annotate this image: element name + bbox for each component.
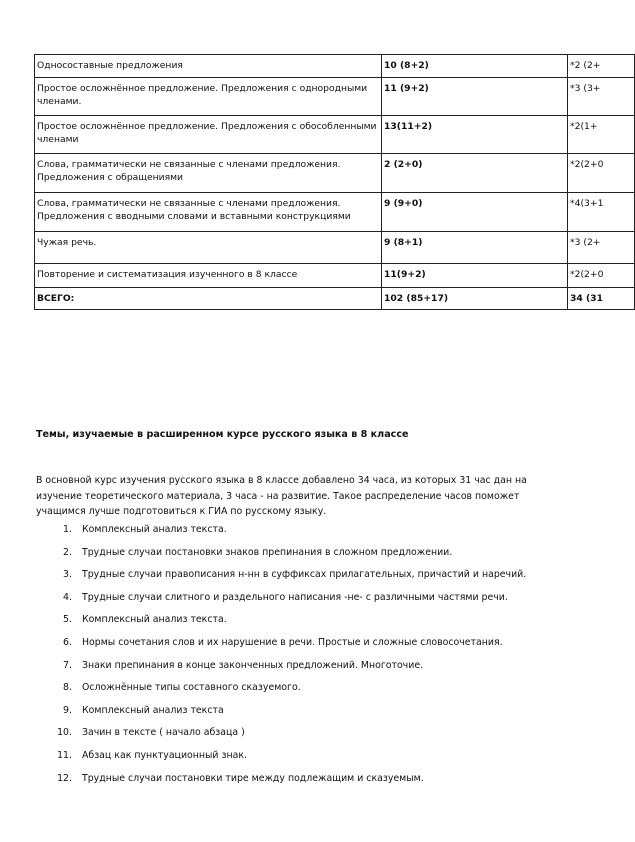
item-number: 8. xyxy=(63,682,72,694)
list-item xyxy=(36,660,556,683)
item-text: Осложнённые типы составного сказуемого. xyxy=(82,682,301,694)
topics-list xyxy=(36,524,556,795)
item-text: Зачин в тексте ( начало абзаца ) xyxy=(82,727,245,739)
item-text: Комплексный анализ текста xyxy=(82,704,224,716)
hours-cell: 11 (9+2) xyxy=(382,78,568,116)
item-number: 5. xyxy=(63,614,72,626)
list-item xyxy=(36,750,556,773)
item-number: 1. xyxy=(63,524,72,535)
extra-hours-cell: *4(3+1 xyxy=(568,193,635,232)
item-number: 4. xyxy=(63,591,72,603)
topic-cell: Простое осложнённое предложение. Предложения с однородными членами. xyxy=(35,78,382,116)
table-row xyxy=(35,116,635,154)
total-label-cell: ВСЕГО: xyxy=(35,288,382,310)
list-item xyxy=(36,524,556,547)
item-number: 11. xyxy=(57,749,72,761)
extra-hours-cell: *2(1+ xyxy=(568,116,635,154)
table-row xyxy=(35,193,635,232)
topic-cell: Чужая речь. xyxy=(35,232,382,264)
item-text: Нормы сочетания слов и их нарушение в речи. Простые и сложные словосочетания. xyxy=(82,636,503,648)
table-total-row xyxy=(35,288,635,310)
item-text: Знаки препинания в конце законченных предложений. Многоточие. xyxy=(82,659,424,671)
hours-cell: 2 (2+0) xyxy=(382,154,568,193)
hours-cell: 10 (8+2) xyxy=(382,55,568,78)
topic-cell: Повторение и систематизация изученного в 8 классе xyxy=(35,264,382,288)
list-item xyxy=(36,569,556,592)
item-number: 10. xyxy=(57,727,72,739)
list-item xyxy=(36,614,556,637)
list-item xyxy=(36,547,556,570)
topic-cell: Слова, грамматически не связанные с членами предложения. Предложения с вводными словами и вставными конструкциями xyxy=(35,193,382,232)
item-number: 7. xyxy=(63,659,72,671)
list-item xyxy=(36,592,556,615)
topic-cell: Односоставные предложения xyxy=(35,55,382,78)
item-number: 6. xyxy=(63,636,72,648)
item-text: Трудные случаи слитного и раздельного написания -не- с различными частями речи. xyxy=(82,591,508,603)
total-extra-cell: 34 (31 xyxy=(568,288,635,310)
hours-table xyxy=(34,54,635,310)
table-row xyxy=(35,232,635,264)
extra-hours-cell: *2(2+0 xyxy=(568,264,635,288)
item-number: 12. xyxy=(57,772,72,784)
list-item xyxy=(36,637,556,660)
table-row xyxy=(35,154,635,193)
extra-hours-cell: *2(2+0 xyxy=(568,154,635,193)
table-row xyxy=(35,78,635,116)
item-number: 9. xyxy=(63,704,72,716)
table-row xyxy=(35,264,635,288)
hours-cell: 11(9+2) xyxy=(382,264,568,288)
table-row xyxy=(35,55,635,78)
item-text: Трудные случаи постановки тире между подлежащим и сказуемым. xyxy=(82,772,424,784)
list-item xyxy=(36,705,556,728)
extra-hours-cell: *3 (2+ xyxy=(568,232,635,264)
list-item xyxy=(36,682,556,705)
item-text: Абзац как пунктуационный знак. xyxy=(82,749,248,761)
hours-cell: 9 (9+0) xyxy=(382,193,568,232)
hours-cell: 13(11+2) xyxy=(382,116,568,154)
item-number: 2. xyxy=(63,546,72,558)
item-text: Комплексный анализ текста. xyxy=(82,524,227,535)
section-title: Темы, изучаемые в расширенном курсе русского языка в 8 классе xyxy=(36,429,409,440)
list-item xyxy=(36,773,556,796)
topic-cell: Слова, грамматически не связанные с членами предложения. Предложения с обращениями xyxy=(35,154,382,193)
list-item xyxy=(36,727,556,750)
item-number: 3. xyxy=(63,569,72,581)
item-text: Трудные случаи постановки знаков препинания в сложном предложении. xyxy=(82,546,453,558)
item-text: Трудные случаи правописания н-нн в суффиксах прилагательных, причастий и наречий. xyxy=(82,569,527,581)
topic-cell: Простое осложнённое предложение. Предложения с обособленными членами xyxy=(35,116,382,154)
intro-paragraph: В основной курс изучения русского языка в 8 классе добавлено 34 часа, из которых 31 час дан на изучение теоретического материала, 3 часа - на развитие. Такое распределение часов поможет учащимся лучше подготовиться к ГИА по русскому языку. xyxy=(36,475,527,518)
total-hours-cell: 102 (85+17) xyxy=(382,288,568,310)
item-text: Комплексный анализ текста. xyxy=(82,614,227,626)
extra-hours-cell: *3 (3+ xyxy=(568,78,635,116)
extra-hours-cell: *2 (2+ xyxy=(568,55,635,78)
hours-cell: 9 (8+1) xyxy=(382,232,568,264)
